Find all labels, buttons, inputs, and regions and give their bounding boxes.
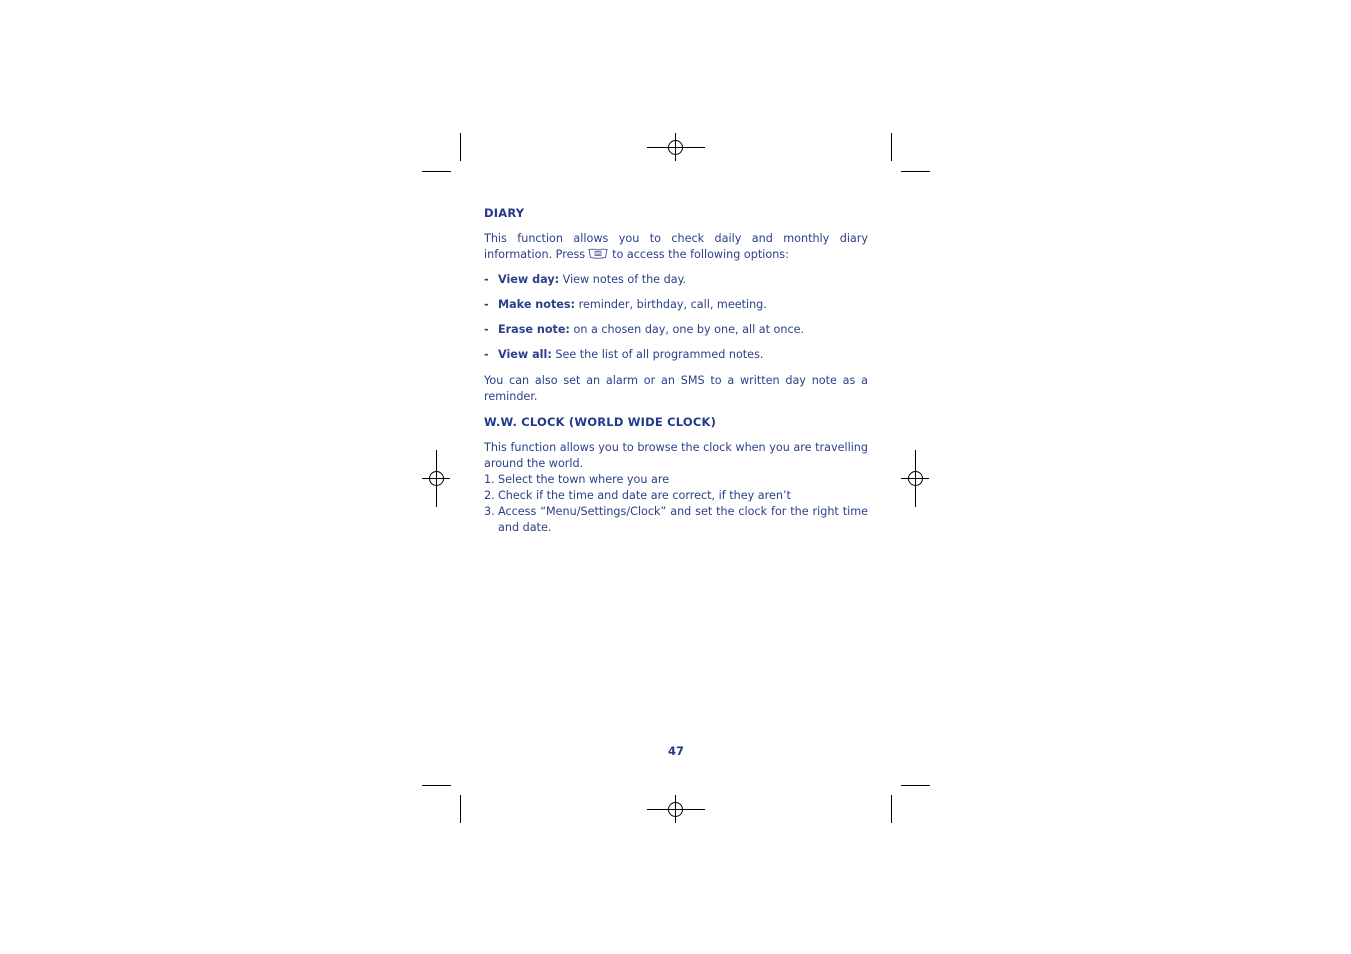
list-item xyxy=(484,472,868,488)
diary-intro xyxy=(484,231,868,263)
diary-heading: DIARY xyxy=(484,206,525,220)
step-number: 3. xyxy=(484,505,495,518)
list-item xyxy=(484,504,868,536)
clock-intro: This function allows you to browse the clock when you are travelling around the world. xyxy=(484,441,868,470)
step-text: Access “Menu/Settings/Clock” and set the clock for the right time and date. xyxy=(498,505,868,534)
step-text: Select the town where you are xyxy=(498,473,670,486)
option-term: View day: xyxy=(498,273,560,286)
option-text: on a chosen day, one by one, all at once. xyxy=(573,323,805,336)
bullet-dash: - xyxy=(484,273,489,286)
registration-mark-left xyxy=(422,450,450,507)
list-item xyxy=(484,322,868,347)
option-term: Make notes: xyxy=(498,298,576,311)
menu-key-icon xyxy=(588,248,608,259)
list-item xyxy=(484,297,868,322)
diary-intro-text: This function allows you to check daily and monthly diary information. Press xyxy=(484,232,868,261)
clock-steps-list xyxy=(484,472,868,536)
page-content xyxy=(484,205,868,536)
option-term: Erase note: xyxy=(498,323,570,336)
clock-heading: W.W. CLOCK (WORLD WIDE CLOCK) xyxy=(484,415,717,429)
option-text: reminder, birthday, call, meeting. xyxy=(578,298,767,311)
list-item xyxy=(484,488,868,504)
option-term: View all: xyxy=(498,348,552,361)
step-number: 2. xyxy=(484,489,495,502)
step-number: 1. xyxy=(484,473,495,486)
page-number: 47 xyxy=(667,744,684,758)
step-text: Check if the time and date are correct, if they aren’t xyxy=(498,489,791,502)
registration-mark-right xyxy=(901,450,929,507)
list-item xyxy=(484,347,868,372)
diary-intro-text-end: to access the following options: xyxy=(612,248,789,261)
diary-alarm-note: You can also set an alarm or an SMS to a written day note as a reminder. xyxy=(484,374,868,403)
registration-mark-top xyxy=(647,133,705,161)
list-item xyxy=(484,272,868,297)
registration-mark-bottom xyxy=(647,795,705,823)
option-text: View notes of the day. xyxy=(562,273,687,286)
diary-options-list xyxy=(484,272,868,372)
bullet-dash: - xyxy=(484,323,489,336)
option-text: See the list of all programmed notes. xyxy=(555,348,764,361)
bullet-dash: - xyxy=(484,348,489,361)
bullet-dash: - xyxy=(484,298,489,311)
